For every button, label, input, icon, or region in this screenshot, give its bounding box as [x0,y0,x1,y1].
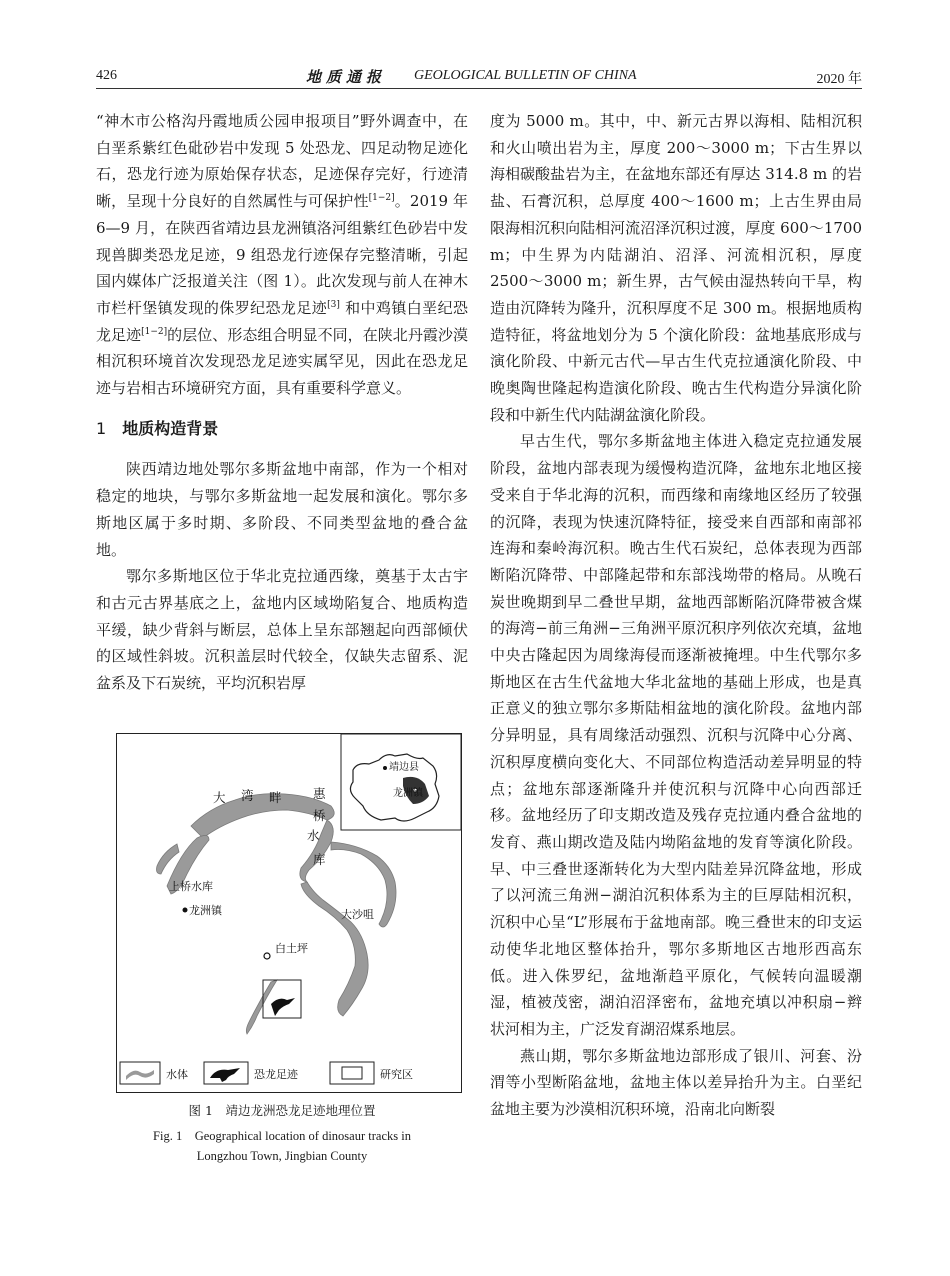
body-paragraph: 燕山期，鄂尔多斯盆地边部形成了银川、河套、汾渭等小型断陷盆地，盆地主体以差异抬升为主。白垩纪盆地主要为沙漠相沉积环境，沿南北向断裂 [490,1046,862,1119]
label-da: 大 [213,790,226,805]
reservoir-main-channel [301,882,368,1016]
dinosaur-track-marker[interactable] [271,998,295,1016]
journal-title-en: GEOLOGICAL BULLETIN OF CHINA [414,68,637,83]
inset-map-frame [341,734,461,830]
label-shangqiao-reservoir: 上桥水库 [169,880,213,893]
label-dashaju: 大沙咀 [341,908,374,921]
label-inset-jingbian: 靖边县 [389,762,419,773]
section-heading [96,416,468,443]
section-number: 1 [96,418,107,438]
section-title: 地质构造背景 [122,418,219,438]
left-column [96,108,468,697]
baituping-dot [264,953,270,959]
body-paragraph: 陕西靖边地处鄂尔多斯盆地中南部，作为一个相对稳定的地块，与鄂尔多斯盆地一起发展和演化。鄂尔多斯地区属于多时期、多阶段、不同类型盆地的叠合盆地。 [96,460,468,559]
citation-ref[interactable]: [1−2] [368,193,395,204]
longzhou-town-dot [183,908,188,913]
figure-caption-en [96,1126,468,1166]
location-map-figure [116,733,462,1093]
citation-ref[interactable]: [1−2] [141,326,168,337]
label-hui: 惠 [313,786,326,801]
label-shui: 水 [307,828,320,843]
body-paragraph: 度为 5000 m。其中，中、新元古界以海相、陆相沉积和火山喷出岩为主，厚度 200～3000 m；下古生界以海相碳酸盐岩为主，在盆地东部还有厚达 314.8 m 的岩盐、石膏沉积，总厚度 400～1600 m；上古生界由局限海相沉积向陆相河流沼泽沉积过渡，厚度 600～1700 m；中生界为内陆湖泊、沼泽、河流相沉积，厚度 2500～3000 m；新生界，古气候由湿热转向干旱，构造由沉降转为隆升，沉积厚度不足 300 m。根据地质构造特征，将盆地划分为 5 个演化阶段：盆地基底形成与演化阶段、中新元古代—早古生代克拉通演化阶段、中晚奥陶世隆起构造演化阶段、晚古生代构造分异演化阶段和中新生代内陆湖盆演化阶段。 [490,112,862,424]
intro-paragraph: “神木市公格沟丹霞地质公园申报项目”野外调查中，在白垩系紫红色砒砂岩中发现 5 处恐龙、四足动物足迹化石，恐龙行迹为原始保存状态，足迹保存完好，行迹清晰，呈现十分良好的自然属性与可保护性[1−2]。2019 年 6—9 月，在陕西省靖边县龙洲镇洛河组紫红色砂岩中发现兽脚类恐龙足迹，9 组恐龙行迹保存完整清晰，引起国内媒体广泛报道关注（图 1）。此次发现与前人在神木市栏杆堡镇发现的侏罗纪恐龙足迹[3] 和中鸡镇白垩纪恐龙足迹[1−2]的层位、形态组合明显不同，在陕北丹霞沙漠相沉积环境首次发现恐龙足迹实属罕见，因此在恐龙足迹与岩相古环境研究方面，具有重要科学意义。 [96,112,468,398]
body-paragraph: 早古生代，鄂尔多斯盆地主体进入稳定克拉通发展阶段，盆地内部表现为缓慢构造沉降，盆地东北地区接受来自于华北海的沉积，而西缘和南缘地区经历了较强的沉降，表现为快速沉降特征，接受来自西部和南部祁连海和秦岭海沉积。晚古生代石炭纪，总体表现为西部断陷沉降带、中部隆起带和东部浅坳带的格局。从晚石炭世晚期到早二叠世早期，盆地西部断陷沉降带被含煤的海湾−前三角洲−三角洲平原沉积序列依次充填，盆地中央古隆起因为周缘海侵而逐渐被掩埋。中生代鄂尔多斯地区在古生代盆地大华北盆地的基础上形成，也是真正意义的独立鄂尔多斯陆相盆地的演化阶段。盆地内部分异明显，具有周缘活动强烈、沉积与沉降中心分离、沉积厚度横向变化大、不同部位构造活动差异明显的特点；盆地东部逐渐隆升并使沉积与沉降中心向西部迁移。盆地经历了印支期改造及残存克拉通内叠合盆地的发育、燕山期改造及陆内坳陷盆地的发育等演化阶段。早、中三叠世逐渐转化为大型内陆差异沉降盆地，形成了以河流三角洲−湖泊沉积体系为主的巨厚陆相沉积，沉积中心呈“L”形展布于盆地南部。晚三叠世末的印支运动使华北地区整体抬升，鄂尔多斯地区古地形西高东低。进入侏罗纪，盆地渐趋平原化，气候转向温暖潮湿，植被茂密，湖泊沼泽密布，盆地充填以冲积扇−辫状河相为主，广泛发育湖沼煤系地层。 [490,432,862,1038]
figure-caption-cn: 图 1 靖边龙洲恐龙足迹地理位置 [188,1103,376,1118]
running-header [96,64,862,89]
right-column [490,108,862,1123]
label-wan: 湾 [241,788,254,803]
legend-water-label: 水体 [166,1068,188,1081]
figure-caption-en-line1: Fig. 1 Geographical location of dinosaur tracks in [153,1129,411,1143]
label-baituping: 白土坪 [275,942,308,955]
map-drawing [117,734,461,1054]
map-legend [116,1058,460,1088]
issue-year: 2020 年 [816,72,862,87]
label-pan: 畔 [269,790,282,805]
legend-study-label: 研究区 [380,1068,413,1081]
citation-ref[interactable]: [3] [327,299,340,310]
label-qiao: 桥 [313,808,326,823]
label-ku: 库 [313,852,326,867]
jingbian-county-dot [383,766,387,770]
study-area-icon [342,1067,362,1079]
label-longzhou-town: 龙洲镇 [189,904,222,917]
journal-title-cn: 地质通报 [306,68,387,86]
figure-caption-en-line2: Longzhou Town, Jingbian County [196,1149,368,1163]
page-number: 426 [96,68,117,83]
body-paragraph: 鄂尔多斯地区位于华北克拉通西缘，奠基于太古宇和古元古界基底之上，盆地内区域坳陷复合、地质构造平缓，缺少背斜与断层，总体上呈东部翘起向西部倾伏的区域性斜坡。沉积盖层时代较全，仅缺失志留系、泥盆系及下石炭统，平均沉积岩厚 [96,567,468,693]
legend-tracks-label: 恐龙足迹 [254,1068,298,1081]
label-inset-longzhou: 龙洲镇 [393,788,423,799]
